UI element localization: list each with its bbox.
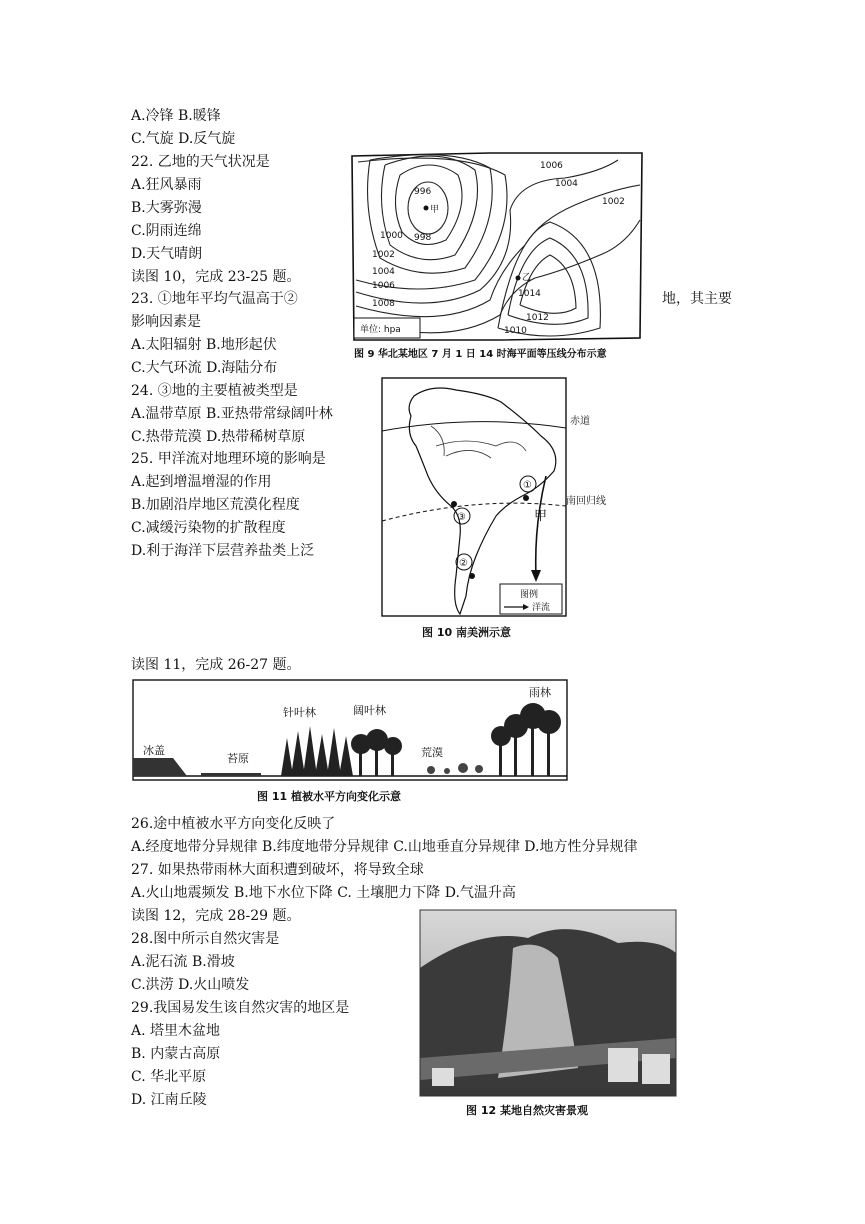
unit-box: 单位: hpa [360,325,401,335]
label-desert: 荒漠 [421,746,443,759]
q23-stem-part3: 影响因素是 [131,314,201,330]
isobar-label-1008-left: 1008 [372,299,395,309]
rainforest-trees [491,703,561,776]
q22-stem: 22. 乙地的天气状况是 [131,154,270,170]
figure-12-caption: 图 12 某地自然灾害景观 [466,1104,588,1117]
figure-11-vegetation-transect [131,676,571,810]
point-3-label: ③ [457,512,466,523]
q29-stem: 29.我国易发生该自然灾害的地区是 [131,1000,350,1016]
q21-options-cd: C.气旋 D.反气旋 [131,131,236,147]
q23-options-ab: A.太阳辐射 B.地形起伏 [131,337,277,353]
q26-stem: 26.途中植被水平方向变化反映了 [131,816,336,832]
fig12-intro: 读图 12，完成 28-29 题。 [131,908,301,924]
ice-cap-shape [133,758,187,776]
legend-title: 图例 [520,590,539,600]
q22-option-d: D.天气晴朗 [131,246,203,262]
point-jia-label: 甲 [430,205,440,215]
q22-option-c: C.阴雨连绵 [131,223,202,239]
isobar-label-1000: 1000 [380,231,403,241]
isobar-label-1014: 1014 [518,289,541,299]
q22-option-a: A.狂风暴雨 [131,177,202,193]
isobar-label-1010: 1010 [504,326,527,336]
isobar-label-1002-right: 1002 [602,197,625,207]
q25-option-d: D.利于海洋下层营养盐类上泛 [131,543,315,559]
label-rainforest: 雨林 [529,686,551,699]
figure-10-south-america-map [376,376,606,644]
isobar-label-1004-right: 1004 [555,179,578,189]
q22-option-b: B.大雾弥漫 [131,200,202,216]
q25-option-c: C.减缓污染物的扩散程度 [131,520,286,536]
label-tundra: 苔原 [227,752,249,765]
figure-9-isobar-map [350,150,648,366]
point-jia-marker [424,206,429,211]
coniferous-trees [281,726,353,776]
figure-10-caption: 图 10 南美洲示意 [422,626,511,639]
isobar-label-1012: 1012 [526,313,549,323]
point-1-marker [523,495,529,501]
q27-options: A.火山地震频发 B.地下水位下降 C. 土壤肥力下降 D.气温升高 [131,885,516,901]
q25-stem: 25. 甲洋流对地理环境的影响是 [131,451,326,467]
isobar-label-998: 998 [414,233,432,243]
q24-stem: 24. ③地的主要植被类型是 [131,383,298,399]
point-2-marker [469,573,475,579]
q25-option-a: A.起到增温增湿的作用 [131,474,272,490]
q29-option-a: A. 塔里木盆地 [131,1023,221,1039]
point-1-label: ① [523,480,532,491]
point-3-marker [451,501,457,507]
isobar-label-1006-left: 1006 [372,281,395,291]
point-yi-label: 乙 [522,273,532,283]
tropic-label: 南回归线 [566,496,606,507]
q21-options-ab: A.冷锋 B.暖锋 [131,108,221,124]
q29-option-c: C. 华北平原 [131,1069,207,1085]
q29-option-b: B. 内蒙古高原 [131,1046,221,1062]
q24-options-ab: A.温带草原 B.亚热带常绿阔叶林 [131,406,333,422]
point-2-label: ② [459,558,468,569]
isobar-label-1002-left: 1002 [372,250,395,260]
label-ice-cap: 冰盖 [143,744,165,757]
current-jia-arrow [536,476,546,576]
point-yi-marker [516,276,521,281]
q24-options-cd: C.热带荒漠 D.热带稀树草原 [131,429,306,445]
q28-options-ab: A.泥石流 B.滑坡 [131,954,235,970]
fig11-intro: 读图 11，完成 26-27 题。 [131,657,301,673]
q28-options-cd: C.洪涝 D.火山喷发 [131,977,250,993]
q29-option-d: D. 江南丘陵 [131,1092,207,1108]
q27-stem: 27. 如果热带雨林大面积遭到破坏，将导致全球 [131,862,424,878]
q28-stem: 28.图中所示自然灾害是 [131,931,280,947]
label-coniferous: 针叶林 [283,706,316,719]
isobar-label-1006-right: 1006 [540,161,563,171]
isobar-label-1004-left: 1004 [372,267,395,277]
desert-shrubs [427,763,483,774]
q25-option-b: B.加剧沿岸地区荒漠化程度 [131,497,300,513]
fig10-intro: 读图 10，完成 23-25 题。 [131,269,301,285]
q23-stem-part2: 地，其主要 [662,291,732,307]
q26-options: A.经度地带分异规律 B.纬度地带分异规律 C.山地垂直分异规律 D.地方性分异规律 [131,839,638,855]
label-broadleaf: 阔叶林 [353,704,386,717]
figure-11-caption: 图 11 植被水平方向变化示意 [257,790,401,803]
broadleaf-trees [351,729,402,776]
equator-label: 赤道 [570,416,590,427]
current-jia-label: 甲 [534,509,548,524]
figure-12-landslide-photo [418,908,680,1122]
q23-stem-part1: 23. ①地年平均气温高于② [131,291,298,307]
figure-9-caption: 图 9 华北某地区 7 月 1 日 14 时海平面等压线分布示意 [354,349,607,360]
legend-item-current: 洋流 [532,603,551,613]
isobar-label-996: 996 [414,187,432,197]
q23-options-cd: C.大气环流 D.海陆分布 [131,360,278,376]
